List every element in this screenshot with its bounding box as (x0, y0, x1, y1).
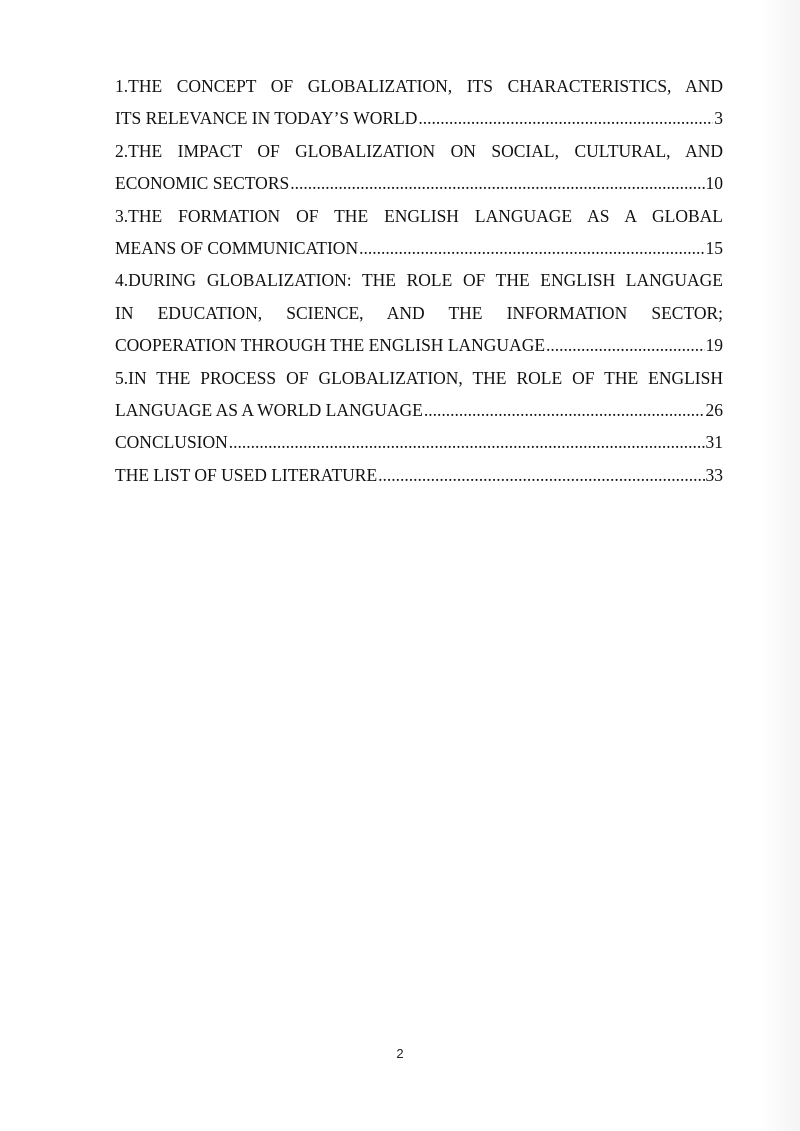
dot-leader (290, 167, 704, 199)
toc-entry-last-line (115, 102, 723, 134)
toc-entry-title: THE LIST OF USED LITERATURE (115, 464, 378, 485)
page-number: 2 (396, 1046, 404, 1061)
dot-leader (378, 459, 704, 491)
toc-entry-line: 4.DURING GLOBALIZATION: THE ROLE OF THE ENGLISH LANGUAGE (115, 270, 723, 291)
toc-entry[interactable] (115, 362, 723, 427)
toc-entry-line: 1.THE CONCEPT OF GLOBALIZATION, ITS CHARACTERISTICS, AND (115, 76, 723, 96)
toc-entry-page-number: 31 (705, 432, 723, 453)
table-of-contents (115, 70, 723, 491)
toc-entry[interactable] (115, 70, 723, 135)
toc-entry-last-line (115, 167, 723, 199)
toc-entry-line: 5.IN THE PROCESS OF GLOBALIZATION, THE ROLE OF THE ENGLISH (115, 367, 723, 388)
toc-entry-title: ITS RELEVANCE IN TODAY’S WORLD (115, 108, 418, 129)
toc-entry[interactable] (115, 200, 723, 265)
page-edge-shadow (760, 0, 800, 1131)
toc-entry-title: CONCLUSION (115, 432, 228, 453)
toc-entry-last-line (115, 459, 723, 491)
toc-entry-title: MEANS OF COMMUNICATION (115, 238, 359, 259)
toc-entry-page-number: 15 (705, 238, 723, 259)
dot-leader (424, 394, 705, 426)
toc-entry-page-number: 33 (705, 464, 723, 485)
toc-entry-last-line (115, 232, 723, 264)
toc-entry[interactable] (115, 135, 723, 200)
toc-entry-last-line (115, 426, 723, 458)
toc-entry-literature[interactable] (115, 459, 723, 491)
toc-entry-last-line (115, 329, 723, 361)
toc-entry-line: 2.THE IMPACT OF GLOBALIZATION ON SOCIAL, CULTURAL, AND (115, 140, 723, 161)
toc-entry-line: IN EDUCATION, SCIENCE, AND THE INFORMATION SECTOR; (115, 302, 723, 323)
toc-entry-line: 3.THE FORMATION OF THE ENGLISH LANGUAGE AS A GLOBAL (115, 205, 723, 226)
toc-entry-page-number: 3 (714, 108, 723, 129)
toc-entry-page-number: 26 (705, 400, 723, 421)
toc-entry[interactable] (115, 264, 723, 361)
toc-entry-page-number: 19 (705, 335, 723, 356)
dot-leader (418, 102, 713, 134)
toc-entry-title: LANGUAGE AS A WORLD LANGUAGE (115, 400, 423, 421)
dot-leader (359, 232, 704, 264)
toc-entry-conclusion[interactable] (115, 426, 723, 458)
toc-entry-page-number: 10 (705, 173, 723, 194)
dot-leader (229, 426, 705, 458)
toc-entry-title: COOPERATION THROUGH THE ENGLISH LANGUAGE (115, 335, 546, 356)
dot-leader (546, 329, 704, 361)
toc-entry-last-line (115, 394, 723, 426)
toc-entry-title: ECONOMIC SECTORS (115, 173, 290, 194)
